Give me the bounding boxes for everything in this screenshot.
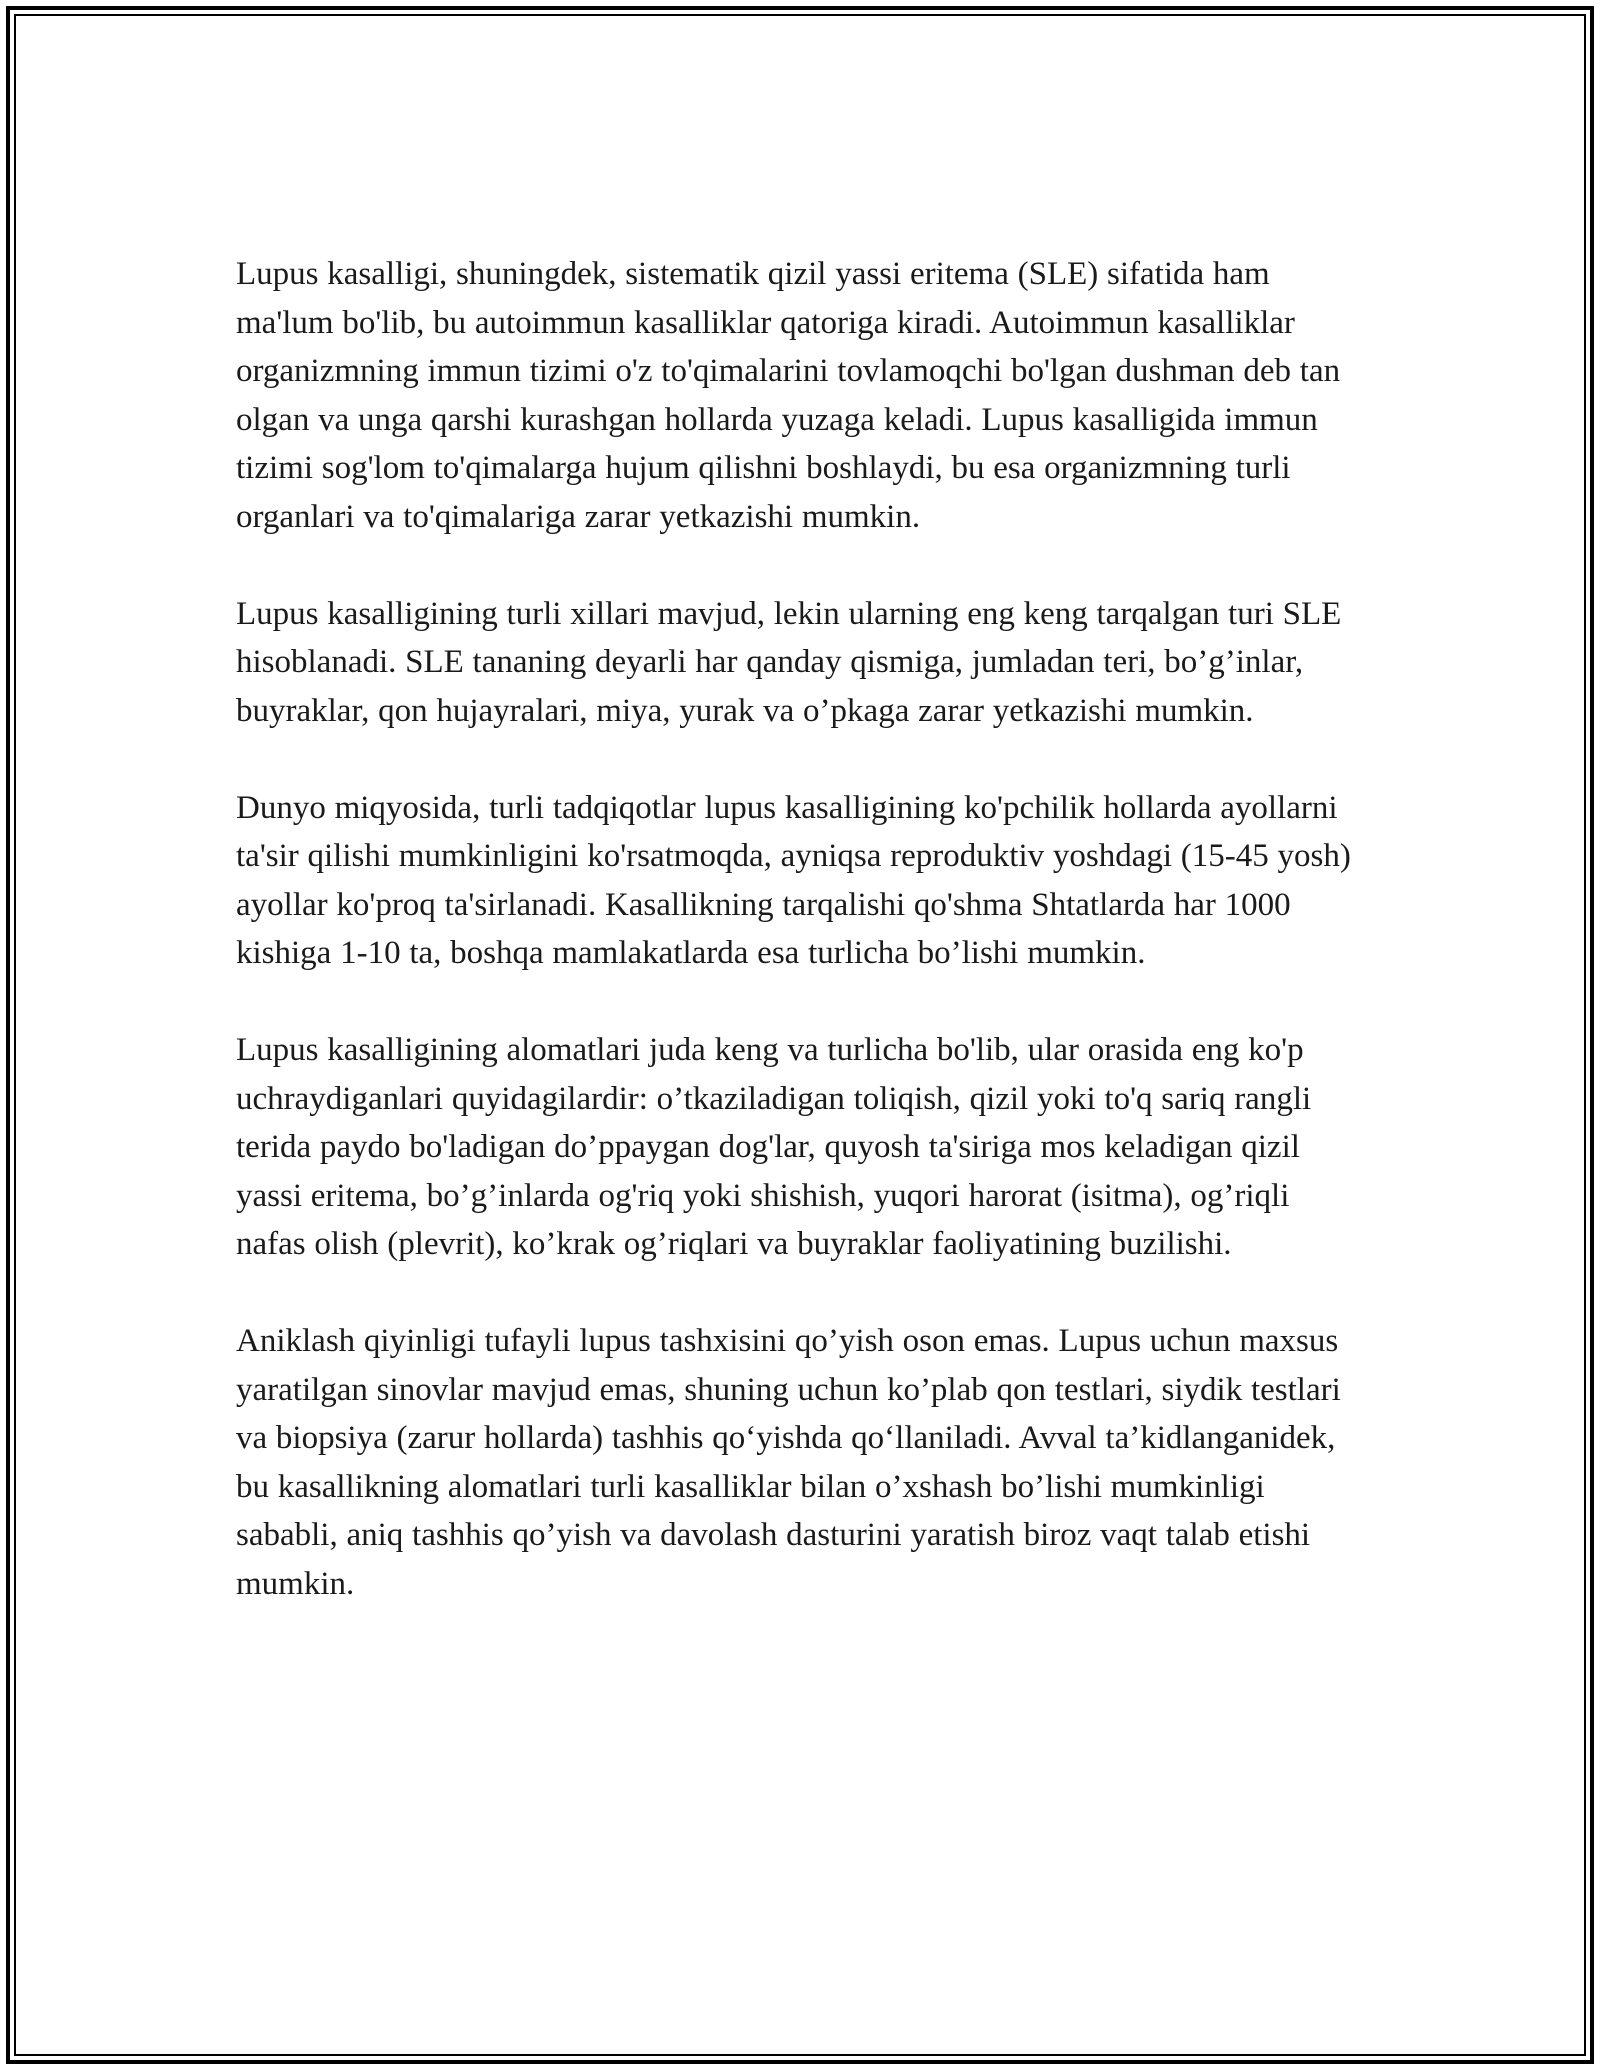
- document-body: [236, 250, 1366, 1608]
- paragraph-lupus-definition: Lupus kasalligi, shuningdek, sistematik qizil yassi eritema (SLE) sifatida ham ma'lum bo'lib, bu autoimmun kasalliklar qatoriga kiradi. Autoimmun kasalliklar organizmning immun tizimi o'z to'qimalarini tovlamoqchi bo'lgan dushman deb tan olgan va unga qarshi kurashgan hollarda yuzaga keladi. Lupus kasalligida immun tizimi sog'lom to'qimalarga hujum qilishni boshlaydi, bu esa organizmning turli organlari va to'qimalariga zarar yetkazishi mumkin.: [236, 256, 1341, 535]
- paragraph-lupus-prevalence: Dunyo miqyosida, turli tadqiqotlar lupus kasalligining ko'pchilik hollarda ayollarni ta'sir qilishi mumkinligini ko'rsatmoqda, ayniqsa reproduktiv yoshdagi (15-45 yosh) ayollar ko'proq ta'sirlanadi. Kasallikning tarqalishi qo'shma Shtatlarda har 1000 kishiga 1-10 ta, boshqa mamlakatlarda esa turlicha bo’lishi mumkin.: [236, 789, 1351, 971]
- paragraph-lupus-types: Lupus kasalligining turli xillari mavjud, lekin ularning eng keng tarqalgan turi SLE hisoblanadi. SLE tananing deyarli har qanday qismiga, jumladan teri, bo’g’inlar, buyraklar, qon hujayralari, miya, yurak va o’pkaga zarar yetkazishi mumkin.: [236, 595, 1342, 729]
- paragraph-lupus-symptoms: Lupus kasalligining alomatlari juda keng va turlicha bo'lib, ular orasida eng ko'p uchraydiganlari quyidagilardir: o’tkaziladigan toliqish, qizil yoki to'q sariq rangli terida paydo bo'ladigan do’ppaygan dog'lar, quyosh ta'siriga mos keladigan qizil yassi eritema, bo’g’inlarda og'riq yoki shishish, yuqori harorat (isitma), og’riqli nafas olish (plevrit), ko’krak og’riqlari va buyraklar faoliyatining buzilishi.: [236, 1032, 1312, 1262]
- paragraph-lupus-diagnosis: Aniklash qiyinligi tufayli lupus tashxisini qo’yish oson emas. Lupus uchun maxsus yaratilgan sinovlar mavjud emas, shuning uchun ko’plab qon testlari, siydik testlari va biopsiya (zarur hollarda) tashhis qo‘yishda qo‘llaniladi. Avval ta’kidlanganidek, bu kasallikning alomatlari turli kasalliklar bilan o’xshash bo’lishi mumkinligi sababli, aniq tashhis qo’yish va davolash dasturini yaratish biroz vaqt talab etishi mumkin.: [236, 1323, 1341, 1602]
